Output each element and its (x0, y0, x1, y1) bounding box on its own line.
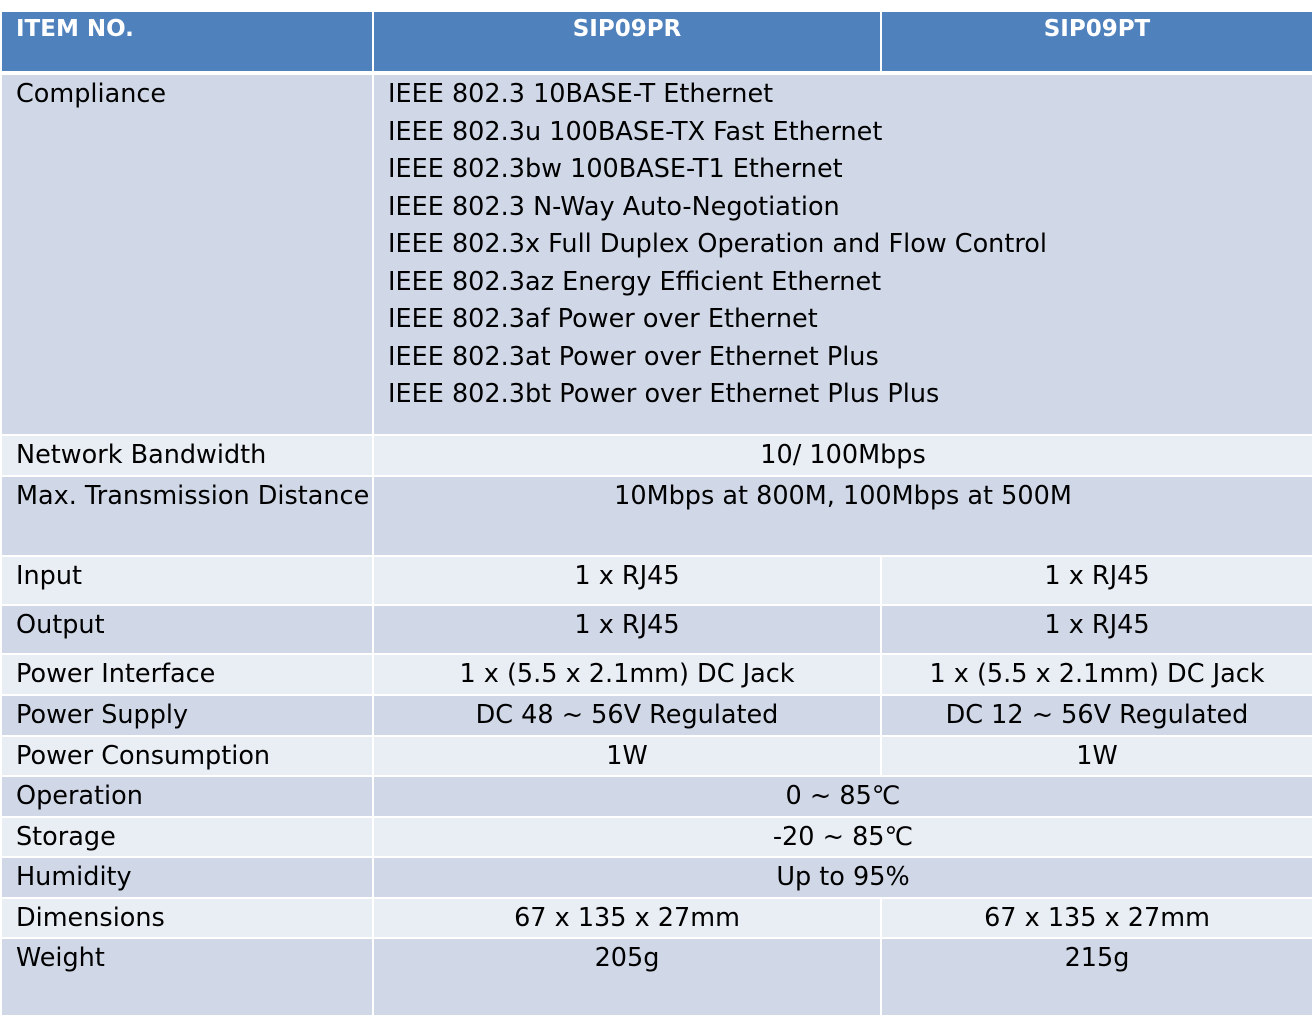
compliance-line: IEEE 802.3x Full Duplex Operation and Flow Control (388, 229, 1047, 259)
output-label: Output (1, 605, 373, 654)
weight-label: Weight (1, 938, 373, 1016)
distance-row (1, 476, 1312, 556)
bandwidth-label: Network Bandwidth (1, 435, 373, 476)
power-interface-row (1, 654, 1312, 695)
bandwidth-value: 10/ 100Mbps (373, 435, 1312, 476)
dimensions-value-b: 67 x 135 x 27mm (881, 898, 1312, 939)
weight-value-b: 215g (881, 938, 1312, 1016)
operation-value: 0 ~ 85℃ (373, 776, 1312, 817)
compliance-line: IEEE 802.3bw 100BASE-T1 Ethernet (388, 154, 843, 184)
dimensions-label: Dimensions (1, 898, 373, 939)
power-supply-value-b: DC 12 ~ 56V Regulated (881, 695, 1312, 736)
spec-table (0, 10, 1312, 1017)
operation-label: Operation (1, 776, 373, 817)
power-consumption-row (1, 736, 1312, 777)
compliance-line: IEEE 802.3at Power over Ethernet Plus (388, 341, 879, 372)
item-no-header: ITEM NO. (1, 11, 373, 73)
model-b-header: SIP09PT (881, 11, 1312, 73)
power-consumption-label: Power Consumption (1, 736, 373, 777)
power-supply-label: Power Supply (1, 695, 373, 736)
compliance-line: IEEE 802.3az Energy Efficient Ethernet (388, 266, 882, 297)
power-consumption-value-a: 1W (373, 736, 881, 777)
weight-value-a: 205g (373, 938, 881, 1016)
output-value-b: 1 x RJ45 (881, 605, 1312, 654)
weight-row (1, 938, 1312, 1016)
dimensions-value-a: 67 x 135 x 27mm (373, 898, 881, 939)
humidity-label: Humidity (1, 857, 373, 898)
header-row (1, 11, 1312, 73)
power-interface-label: Power Interface (1, 654, 373, 695)
power-interface-value-a: 1 x (5.5 x 2.1mm) DC Jack (373, 654, 881, 695)
operation-row (1, 776, 1312, 817)
compliance-line: IEEE 802.3 10BASE-T Ethernet (388, 79, 774, 109)
bandwidth-row (1, 435, 1312, 476)
storage-value: -20 ~ 85℃ (373, 817, 1312, 858)
storage-label: Storage (1, 817, 373, 858)
power-supply-value-a: DC 48 ~ 56V Regulated (373, 695, 881, 736)
distance-label: Max. Transmission Distance (1, 476, 373, 556)
output-value-a: 1 x RJ45 (373, 605, 881, 654)
compliance-line: IEEE 802.3af Power over Ethernet (388, 304, 818, 334)
input-label: Input (1, 556, 373, 605)
compliance-line: IEEE 802.3 N-Way Auto-Negotiation (388, 191, 840, 222)
humidity-row (1, 857, 1312, 898)
compliance-line: IEEE 802.3u 100BASE-TX Fast Ethernet (388, 116, 883, 147)
power-interface-value-b: 1 x (5.5 x 2.1mm) DC Jack (881, 654, 1312, 695)
power-supply-row (1, 695, 1312, 736)
compliance-row (1, 73, 1312, 435)
input-value-a: 1 x RJ45 (373, 556, 881, 605)
humidity-value: Up to 95% (373, 857, 1312, 898)
compliance-line: IEEE 802.3bt Power over Ethernet Plus Plus (388, 379, 940, 409)
power-consumption-value-b: 1W (881, 736, 1312, 777)
storage-row (1, 817, 1312, 858)
input-value-b: 1 x RJ45 (881, 556, 1312, 605)
compliance-label: Compliance (1, 73, 373, 435)
dimensions-row (1, 898, 1312, 939)
distance-value: 10Mbps at 800M, 100Mbps at 500M (373, 476, 1312, 556)
model-a-header: SIP09PR (373, 11, 881, 73)
compliance-value (373, 73, 1312, 435)
output-row (1, 605, 1312, 654)
input-row (1, 556, 1312, 605)
